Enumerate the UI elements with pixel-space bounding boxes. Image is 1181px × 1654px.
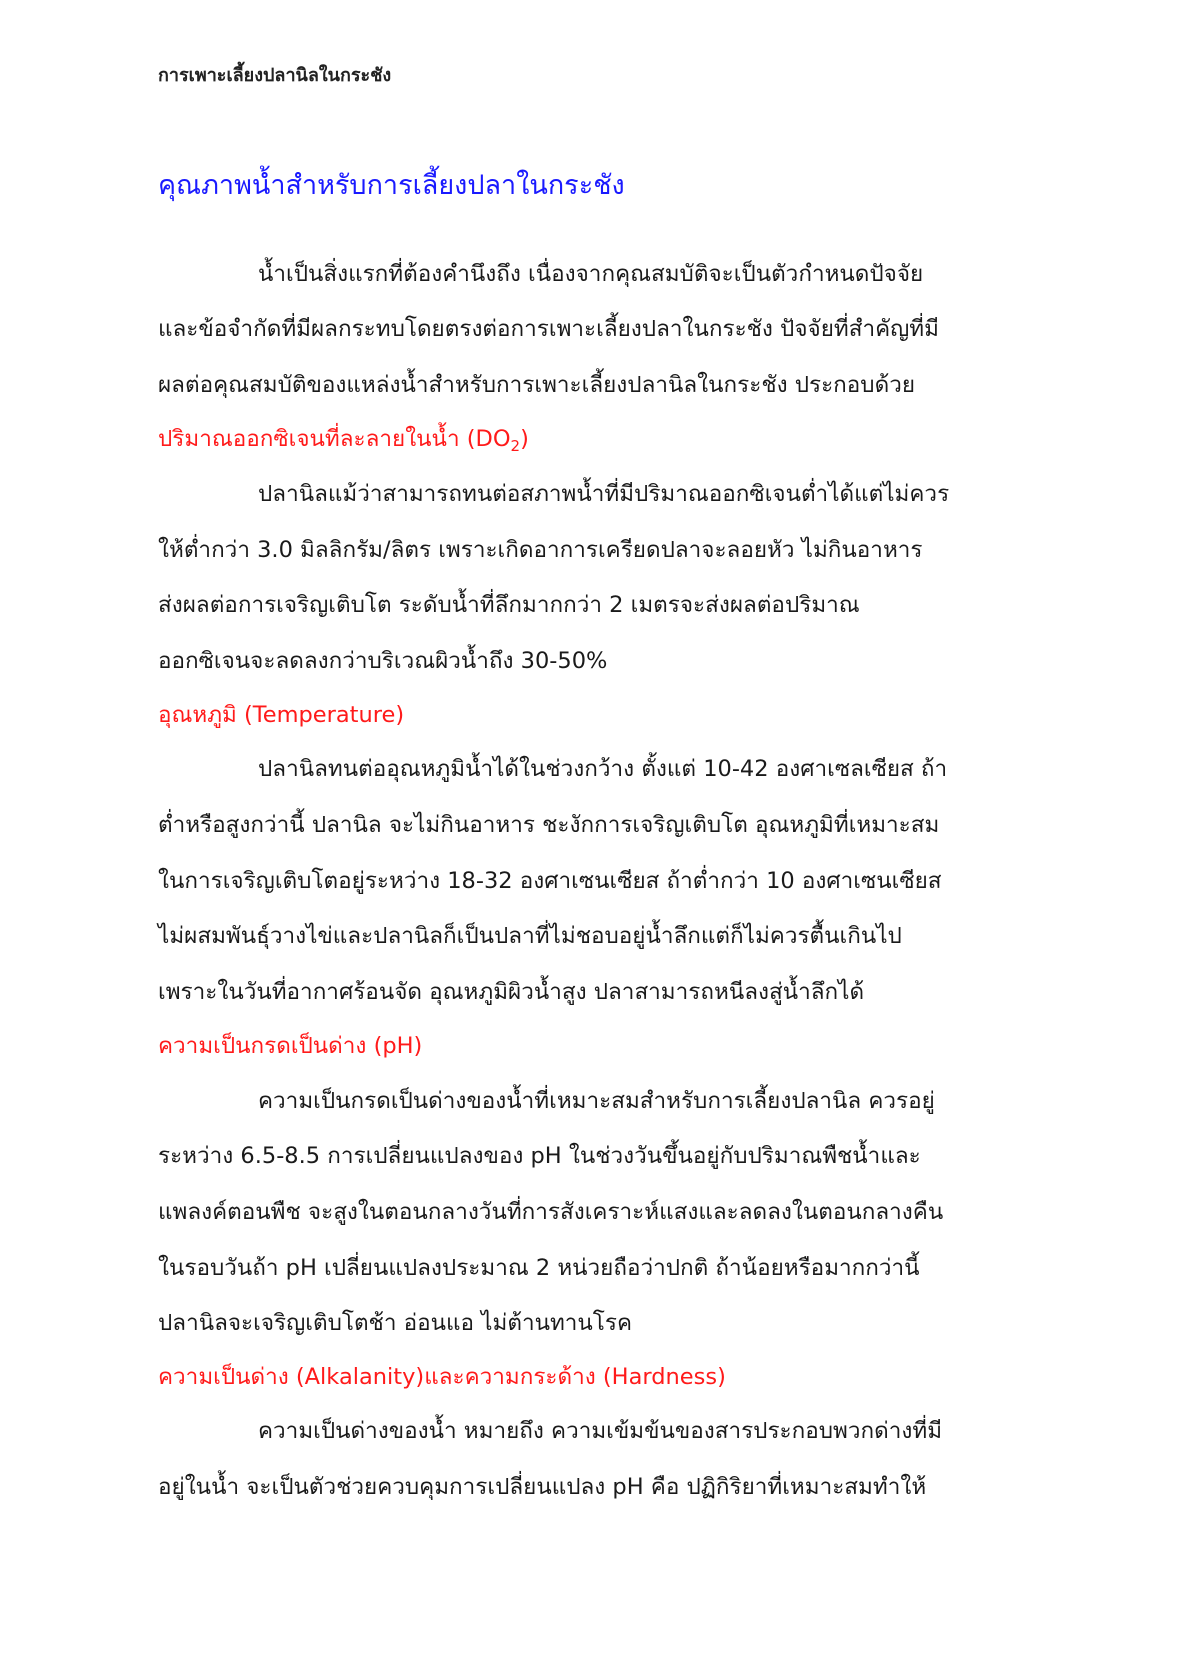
- ph-line-2: ระหว่าง 6.5-8.5 การเปลี่ยนแปลงของ pH ในช่วงวันขึ้นอยู่กับปริมาณพืชน้ำและ: [158, 1143, 921, 1169]
- do-line-1: ปลานิลแม้ว่าสามารถทนต่อสภาพน้ำที่มีปริมาณออกซิเจนต่ำได้แต่ไม่ควร: [258, 481, 950, 507]
- section-heading-ph: ความเป็นกรดเป็นด่าง (pH): [158, 1033, 423, 1059]
- do-heading-subscript: 2: [510, 437, 521, 455]
- section-heading-alkalinity: ความเป็นด่าง (Alkalanity)และความกระด้าง (Hardness): [158, 1364, 726, 1390]
- ph-line-4: ในรอบวันถ้า pH เปลี่ยนแปลงประมาณ 2 หน่วยถือว่าปกติ ถ้าน้อยหรือมากกว่านี้: [158, 1255, 920, 1281]
- temp-line-1: ปลานิลทนต่ออุณหภูมิน้ำได้ในช่วงกว้าง ตั้งแต่ 10-42 องศาเซลเซียส ถ้า: [258, 756, 948, 782]
- do-line-2: ให้ต่ำกว่า 3.0 มิลลิกรัม/ลิตร เพราะเกิดอาการเครียดปลาจะลอยหัว ไม่กินอาหาร: [158, 537, 923, 563]
- temp-line-2: ต่ำหรือสูงกว่านี้ ปลานิล จะไม่กินอาหาร ชะงักการเจริญเติบโต อุณหภูมิที่เหมาะสม: [158, 812, 940, 838]
- intro-line-3: ผลต่อคุณสมบัติของแหล่งน้ำสำหรับการเพาะเลี้ยงปลานิลในกระชัง ประกอบด้วย: [158, 372, 916, 398]
- do-heading-close: ): [520, 426, 529, 452]
- section-heading-do: [158, 420, 529, 456]
- ph-line-1: ความเป็นกรดเป็นด่างของน้ำที่เหมาะสมสำหรับการเลี้ยงปลานิล ควรอยู่: [258, 1088, 935, 1114]
- page-title: คุณภาพน้ำสำหรับการเลี้ยงปลาในกระชัง: [158, 170, 625, 201]
- intro-line-1: น้ำเป็นสิ่งแรกที่ต้องคำนึงถึง เนื่องจากคุณสมบัติจะเป็นตัวกำหนดปัจจัย: [258, 261, 924, 287]
- do-line-3: ส่งผลต่อการเจริญเติบโต ระดับน้ำที่ลึกมากกว่า 2 เมตรจะส่งผลต่อปริมาณ: [158, 592, 860, 618]
- do-heading-text: ปริมาณออกซิเจนที่ละลายในน้ำ (DO: [158, 426, 511, 452]
- running-header: การเพาะเลี้ยงปลานิลในกระชัง: [158, 65, 392, 86]
- temp-line-4: ไม่ผสมพันธุ์วางไข่และปลานิลก็เป็นปลาที่ไม่ชอบอยู่น้ำลึกแต่ก็ไม่ควรตื้นเกินไป: [158, 923, 902, 949]
- section-heading-temperature: อุณหภูมิ (Temperature): [158, 702, 405, 728]
- ph-line-3: แพลงค์ตอนพืช จะสูงในตอนกลางวันที่การสังเคราะห์แสงและลดลงในตอนกลางคืน: [158, 1199, 944, 1225]
- ph-line-5: ปลานิลจะเจริญเติบโตช้า อ่อนแอ ไม่ต้านทานโรค: [158, 1310, 633, 1336]
- do-line-4: ออกซิเจนจะลดลงกว่าบริเวณผิวน้ำถึง 30-50%: [158, 648, 608, 674]
- intro-line-2: และข้อจำกัดที่มีผลกระทบโดยตรงต่อการเพาะเลี้ยงปลาในกระชัง ปัจจัยที่สำคัญที่มี: [158, 316, 939, 342]
- temp-line-3: ในการเจริญเติบโตอยู่ระหว่าง 18-32 องศาเซนเซียส ถ้าต่ำกว่า 10 องศาเซนเซียส: [158, 868, 942, 894]
- alk-line-2: อยู่ในน้ำ จะเป็นตัวช่วยควบคุมการเปลี่ยนแปลง pH คือ ปฏิกิริยาที่เหมาะสมทำให้: [158, 1474, 927, 1500]
- alk-line-1: ความเป็นด่างของน้ำ หมายถึง ความเข้มข้นของสารประกอบพวกด่างที่มี: [258, 1418, 943, 1444]
- temp-line-5: เพราะในวันที่อากาศร้อนจัด อุณหภูมิผิวน้ำสูง ปลาสามารถหนีลงสู่น้ำลึกได้: [158, 979, 865, 1005]
